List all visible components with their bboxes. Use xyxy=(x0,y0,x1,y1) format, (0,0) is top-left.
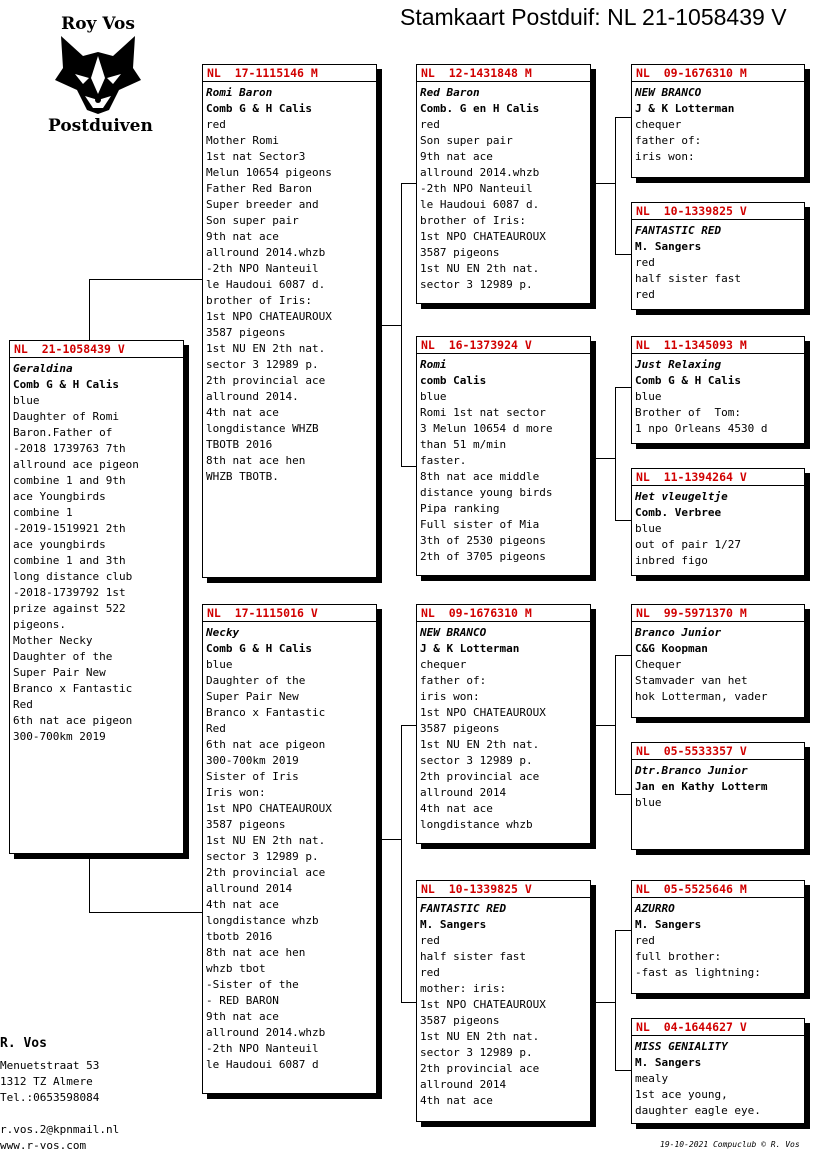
pigeon-name: Het vleugeltje xyxy=(635,490,728,503)
pedigree-line: -Sister of the xyxy=(206,978,299,991)
pedigree-line: -2th NPO Nanteuil xyxy=(206,262,319,275)
pedigree-line: allround 2014 xyxy=(420,786,507,799)
pedigree-line: ace Youngbirds xyxy=(13,490,106,503)
pedigree-line: 300-700km 2019 xyxy=(13,730,106,743)
pedigree-line: allround 2014. xyxy=(206,390,299,403)
pedigree-line: red xyxy=(635,288,655,301)
ring-number: NL 11-1394264 V xyxy=(632,469,804,486)
connector xyxy=(615,930,631,931)
pedigree-line: le Haudoui 6087 d. xyxy=(206,278,326,291)
pedigree-line: longdistance whzb xyxy=(206,914,319,927)
pedigree-line: father of: xyxy=(635,134,702,147)
pedigree-line: iris won: xyxy=(420,690,480,703)
pedigree-line: 1st NU EN 2th nat. xyxy=(420,1030,540,1043)
pedigree-line: Daughter of the xyxy=(13,650,113,663)
pedigree-line: brother of Iris: xyxy=(420,214,526,227)
ring-number: NL 17-1115146 M xyxy=(203,65,376,82)
pigeon-card-ffm xyxy=(631,202,805,310)
connector xyxy=(615,1070,631,1071)
pedigree-line: 3587 pigeons xyxy=(420,1014,500,1027)
pedigree-line: -2019-1519921 2th xyxy=(13,522,126,535)
pedigree-line: Romi 1st nat sector xyxy=(420,406,546,419)
ring-number: NL 04-1644627 V xyxy=(632,1019,804,1036)
pigeon-name: NEW BRANCO xyxy=(635,86,702,99)
pedigree-line: half sister fast xyxy=(420,950,526,963)
pedigree-line: allround 2014.whzb xyxy=(206,1026,326,1039)
pedigree-line: combine 1 and 3th xyxy=(13,554,126,567)
pedigree-line: Branco x Fantastic xyxy=(13,682,133,695)
pedigree-line: pigeons. xyxy=(13,618,66,631)
pedigree-line: 3587 pigeons xyxy=(420,722,500,735)
pedigree-line: 9th nat ace xyxy=(420,150,493,163)
owner-email[interactable]: r.vos.2@kpnmail.nl xyxy=(0,1123,120,1136)
pedigree-line: Stamvader van het xyxy=(635,674,748,687)
pedigree-line: iris won: xyxy=(635,150,695,163)
connector xyxy=(401,466,417,467)
connector xyxy=(591,725,615,726)
pedigree-line: 1st NU EN 2th nat. xyxy=(206,342,326,355)
pedigree-line: father of: xyxy=(420,674,487,687)
pedigree-line: 2th of 3705 pigeons xyxy=(420,550,546,563)
pedigree-line: hok Lotterman, vader xyxy=(635,690,768,703)
page-title: Stamkaart Postduif: NL 21-1058439 V xyxy=(400,4,787,30)
pedigree-line: 4th nat ace xyxy=(206,406,279,419)
pedigree-line: -2th NPO Nanteuil xyxy=(206,1042,319,1055)
pedigree-line: Father Red Baron xyxy=(206,182,312,195)
pedigree-line: Red xyxy=(13,698,33,711)
pedigree-line: le Haudoui 6087 d. xyxy=(420,198,540,211)
connector xyxy=(89,855,90,912)
pedigree-line: 9th nat ace xyxy=(206,230,279,243)
breeder-name: Comb G & H Calis xyxy=(13,378,119,391)
pigeon-name: Branco Junior xyxy=(635,626,722,639)
pedigree-line: Mother Necky xyxy=(13,634,93,647)
connector xyxy=(615,117,631,118)
breeder-name: Comb. Verbree xyxy=(635,506,722,519)
pedigree-line: 1st nat Sector3 xyxy=(206,150,306,163)
pedigree-line: Brother of Tom: xyxy=(635,406,741,419)
pedigree-line: Super breeder and xyxy=(206,198,319,211)
pigeon-card-mother xyxy=(202,604,377,1094)
pedigree-line: 3587 pigeons xyxy=(206,818,286,831)
pigeon-name: FANTASTIC RED xyxy=(635,224,722,237)
logo xyxy=(48,14,153,142)
pigeon-name: Necky xyxy=(206,626,240,639)
pedigree-line: sector 3 12989 p. xyxy=(206,358,319,371)
pedigree-line: 1st NPO CHATEAUROUX xyxy=(420,998,546,1011)
connector xyxy=(89,912,204,913)
pedigree-line: 2th provincial ace xyxy=(206,866,326,879)
pedigree-line: longdistance whzb xyxy=(420,818,533,831)
pedigree-line: combine 1 xyxy=(13,506,73,519)
connector xyxy=(377,839,401,840)
pedigree-line: 1st NPO CHATEAUROUX xyxy=(420,230,546,243)
breeder-name: C&G Koopman xyxy=(635,642,708,655)
pigeon-name: Red Baron xyxy=(420,86,480,99)
pedigree-line: 300-700km 2019 xyxy=(206,754,299,767)
pigeon-name: Geraldina xyxy=(13,362,73,375)
pedigree-line: TBOTB 2016 xyxy=(206,438,273,451)
connector xyxy=(401,725,402,1002)
pedigree-line: 1st NU EN 2th nat. xyxy=(420,738,540,751)
pedigree-line: 8th nat ace hen xyxy=(206,454,306,467)
pedigree-line: 8th nat ace hen xyxy=(206,946,306,959)
ring-number: NL 10-1339825 V xyxy=(632,203,804,220)
pedigree-line: 3 Melun 10654 d more xyxy=(420,422,553,435)
breeder-name: Comb G & H Calis xyxy=(206,102,312,115)
pedigree-line: 6th nat ace pigeon xyxy=(206,738,326,751)
connector xyxy=(615,794,631,795)
pedigree-line: longdistance WHZB xyxy=(206,422,319,435)
pedigree-line: combine 1 and 9th xyxy=(13,474,126,487)
pedigree-line: -2018-1739792 1st xyxy=(13,586,126,599)
ring-number: NL 11-1345093 M xyxy=(632,337,804,354)
pedigree-line: Red xyxy=(206,722,226,735)
connector xyxy=(401,183,402,466)
pedigree-line: tbotb 2016 xyxy=(206,930,273,943)
breeder-name: Comb G & H Calis xyxy=(635,374,741,387)
pedigree-line: allround 2014.whzb xyxy=(206,246,326,259)
breeder-name: M. Sangers xyxy=(420,918,487,931)
pedigree-line: brother of Iris: xyxy=(206,294,312,307)
pedigree-line: le Haudoui 6087 d xyxy=(206,1058,319,1071)
connector xyxy=(615,655,631,656)
pedigree-line: Daughter of the xyxy=(206,674,306,687)
connector xyxy=(401,725,417,726)
pedigree-line: Melun 10654 pigeons xyxy=(206,166,332,179)
pedigree-line: 8th nat ace middle xyxy=(420,470,540,483)
breeder-name: J & K Lotterman xyxy=(635,102,735,115)
owner-name: R. Vos xyxy=(0,1036,47,1051)
ring-number: NL 10-1339825 V xyxy=(417,881,590,898)
breeder-name: J & K Lotterman xyxy=(420,642,520,655)
pedigree-line: ace youngbirds xyxy=(13,538,106,551)
pigeon-card-father-mother xyxy=(416,336,591,576)
connector xyxy=(89,279,90,340)
connector xyxy=(615,520,631,521)
pedigree-line: half sister fast xyxy=(635,272,741,285)
pedigree-line: blue xyxy=(420,390,447,403)
ring-number: NL 05-5525646 M xyxy=(632,881,804,898)
pedigree-line: allround 2014 xyxy=(206,882,293,895)
pedigree-line: Super Pair New xyxy=(206,690,299,703)
connector xyxy=(615,387,616,520)
pedigree-line: sector 3 12989 p. xyxy=(420,278,533,291)
pigeon-card-mmm xyxy=(631,1018,805,1124)
pedigree-line: red xyxy=(206,118,226,131)
pigeon-card-mfm xyxy=(631,742,805,850)
pigeon-card-father-father xyxy=(416,64,591,304)
connector xyxy=(615,254,631,255)
pedigree-line: red xyxy=(635,256,655,269)
pigeon-name: Romi xyxy=(420,358,447,371)
pedigree-line: WHZB TBOTB. xyxy=(206,470,279,483)
pigeon-name: Romi Baron xyxy=(206,86,273,99)
pedigree-line: 2th provincial ace xyxy=(206,374,326,387)
ring-number: NL 99-5971370 M xyxy=(632,605,804,622)
pedigree-line: sector 3 12989 p. xyxy=(206,850,319,863)
pigeon-card-fmf xyxy=(631,336,805,444)
pedigree-line: blue xyxy=(635,390,662,403)
pedigree-line: long distance club xyxy=(13,570,133,583)
pedigree-line: -fast as lightning: xyxy=(635,966,761,979)
pedigree-line: 4th nat ace xyxy=(420,802,493,815)
ring-number: NL 12-1431848 M xyxy=(417,65,590,82)
pedigree-line: mealy xyxy=(635,1072,669,1085)
ring-number: NL 16-1373924 V xyxy=(417,337,590,354)
pedigree-line: full brother: xyxy=(635,950,722,963)
pedigree-line: -2th NPO Nanteuil xyxy=(420,182,533,195)
logo-top-text: Roy Vos xyxy=(61,14,135,34)
pedigree-line: out of pair 1/27 xyxy=(635,538,741,551)
owner-address-line: Menuetstraat 53 xyxy=(0,1059,100,1072)
owner-website[interactable]: www.r-vos.com xyxy=(0,1139,87,1152)
pedigree-line: Sister of Iris xyxy=(206,770,299,783)
connector xyxy=(591,183,615,184)
pedigree-line: 1st NPO CHATEAUROUX xyxy=(420,706,546,719)
connector xyxy=(401,1002,417,1003)
pigeon-card-father xyxy=(202,64,377,578)
connector xyxy=(377,325,401,326)
pigeon-name: AZURRO xyxy=(635,902,675,915)
pedigree-line: blue xyxy=(635,796,662,809)
pedigree-line: Mother Romi xyxy=(206,134,279,147)
pedigree-line: mother: iris: xyxy=(420,982,507,995)
pedigree-line: 3587 pigeons xyxy=(420,246,500,259)
wolf-icon xyxy=(53,34,143,116)
pedigree-line: - RED BARON xyxy=(206,994,279,1007)
connector xyxy=(615,117,616,254)
pedigree-line: prize against 522 xyxy=(13,602,126,615)
pigeon-card-mother-mother xyxy=(416,880,591,1122)
owner-address-line: 1312 TZ Almere xyxy=(0,1075,93,1088)
pedigree-line: allround 2014.whzb xyxy=(420,166,540,179)
pedigree-line: blue xyxy=(206,658,233,671)
pedigree-line: 2th provincial ace xyxy=(420,770,540,783)
breeder-name: M. Sangers xyxy=(635,918,702,931)
connector xyxy=(615,387,631,388)
owner-phone: Tel.:0653598084 xyxy=(0,1091,100,1104)
breeder-name: comb Calis xyxy=(420,374,487,387)
breeder-name: Comb G & H Calis xyxy=(206,642,312,655)
pedigree-line: 3th of 2530 pigeons xyxy=(420,534,546,547)
pigeon-name: MISS GENIALITY xyxy=(635,1040,728,1053)
pedigree-line: 4th nat ace xyxy=(206,898,279,911)
logo-bottom-text: Postduiven xyxy=(48,116,153,136)
pedigree-line: blue xyxy=(13,394,40,407)
breeder-name: Comb. G en H Calis xyxy=(420,102,540,115)
pedigree-line: 3587 pigeons xyxy=(206,326,286,339)
pedigree-line: 1st NPO CHATEAUROUX xyxy=(206,310,332,323)
pedigree-line: 1 npo Orleans 4530 d xyxy=(635,422,768,435)
pedigree-line: Full sister of Mia xyxy=(420,518,540,531)
pigeon-card-subject xyxy=(9,340,184,854)
pedigree-line: -2018 1739763 7th xyxy=(13,442,126,455)
owner-info xyxy=(0,1036,119,1154)
connector xyxy=(615,655,616,794)
breeder-name: Jan en Kathy Lotterm xyxy=(635,780,768,793)
pedigree-line: chequer xyxy=(420,658,467,671)
connector xyxy=(615,930,616,1070)
pedigree-line: daughter eagle eye. xyxy=(635,1104,761,1117)
pigeon-name: NEW BRANCO xyxy=(420,626,487,639)
ring-number: NL 09-1676310 M xyxy=(632,65,804,82)
pedigree-line: 1st NU EN 2th nat. xyxy=(420,262,540,275)
pedigree-line: Son super pair xyxy=(206,214,299,227)
pedigree-line: sector 3 12989 p. xyxy=(420,1046,533,1059)
breeder-name: M. Sangers xyxy=(635,1056,702,1069)
pedigree-line: Daughter of Romi xyxy=(13,410,119,423)
pedigree-line: Baron.Father of xyxy=(13,426,113,439)
pedigree-line: blue xyxy=(635,522,662,535)
connector xyxy=(89,279,204,280)
pedigree-line: Super Pair New xyxy=(13,666,106,679)
ring-number: NL 21-1058439 V xyxy=(10,341,183,358)
pedigree-line: red xyxy=(635,934,655,947)
pedigree-line: 4th nat ace xyxy=(420,1094,493,1107)
pedigree-line: chequer xyxy=(635,118,682,131)
pigeon-name: FANTASTIC RED xyxy=(420,902,507,915)
pigeon-card-fff xyxy=(631,64,805,178)
pedigree-line: whzb tbot xyxy=(206,962,266,975)
pedigree-line: Chequer xyxy=(635,658,682,671)
pedigree-line: red xyxy=(420,118,440,131)
pedigree-line: Iris won: xyxy=(206,786,266,799)
pedigree-line: allround ace pigeon xyxy=(13,458,139,471)
pedigree-line: Pipa ranking xyxy=(420,502,500,515)
pedigree-line: inbred figo xyxy=(635,554,708,567)
pedigree-line: faster. xyxy=(420,454,467,467)
pedigree-line: 6th nat ace pigeon xyxy=(13,714,133,727)
pigeon-name: Dtr.Branco Junior xyxy=(635,764,748,777)
footer-credit: 19-10-2021 Compuclub © R. Vos xyxy=(660,1140,800,1149)
pedigree-line: than 51 m/min xyxy=(420,438,507,451)
ring-number: NL 17-1115016 V xyxy=(203,605,376,622)
pigeon-card-mff xyxy=(631,604,805,718)
pedigree-line: 1st NU EN 2th nat. xyxy=(206,834,326,847)
pedigree-line: Son super pair xyxy=(420,134,513,147)
ring-number: NL 05-5533357 V xyxy=(632,743,804,760)
connector xyxy=(401,183,417,184)
pigeon-card-mmf xyxy=(631,880,805,994)
pedigree-line: 1st NPO CHATEAUROUX xyxy=(206,802,332,815)
pedigree-line: 9th nat ace xyxy=(206,1010,279,1023)
pedigree-line: red xyxy=(420,966,440,979)
connector xyxy=(591,458,615,459)
pigeon-card-mother-father xyxy=(416,604,591,844)
pedigree-line: 2th provincial ace xyxy=(420,1062,540,1075)
pigeon-card-fmm xyxy=(631,468,805,576)
connector xyxy=(591,1002,615,1003)
breeder-name: M. Sangers xyxy=(635,240,702,253)
pigeon-name: Just Relaxing xyxy=(635,358,722,371)
pedigree-line: allround 2014 xyxy=(420,1078,507,1091)
pedigree-line: distance young birds xyxy=(420,486,553,499)
ring-number: NL 09-1676310 M xyxy=(417,605,590,622)
pedigree-line: red xyxy=(420,934,440,947)
pedigree-line: sector 3 12989 p. xyxy=(420,754,533,767)
pedigree-line: Branco x Fantastic xyxy=(206,706,326,719)
pedigree-line: 1st ace young, xyxy=(635,1088,728,1101)
